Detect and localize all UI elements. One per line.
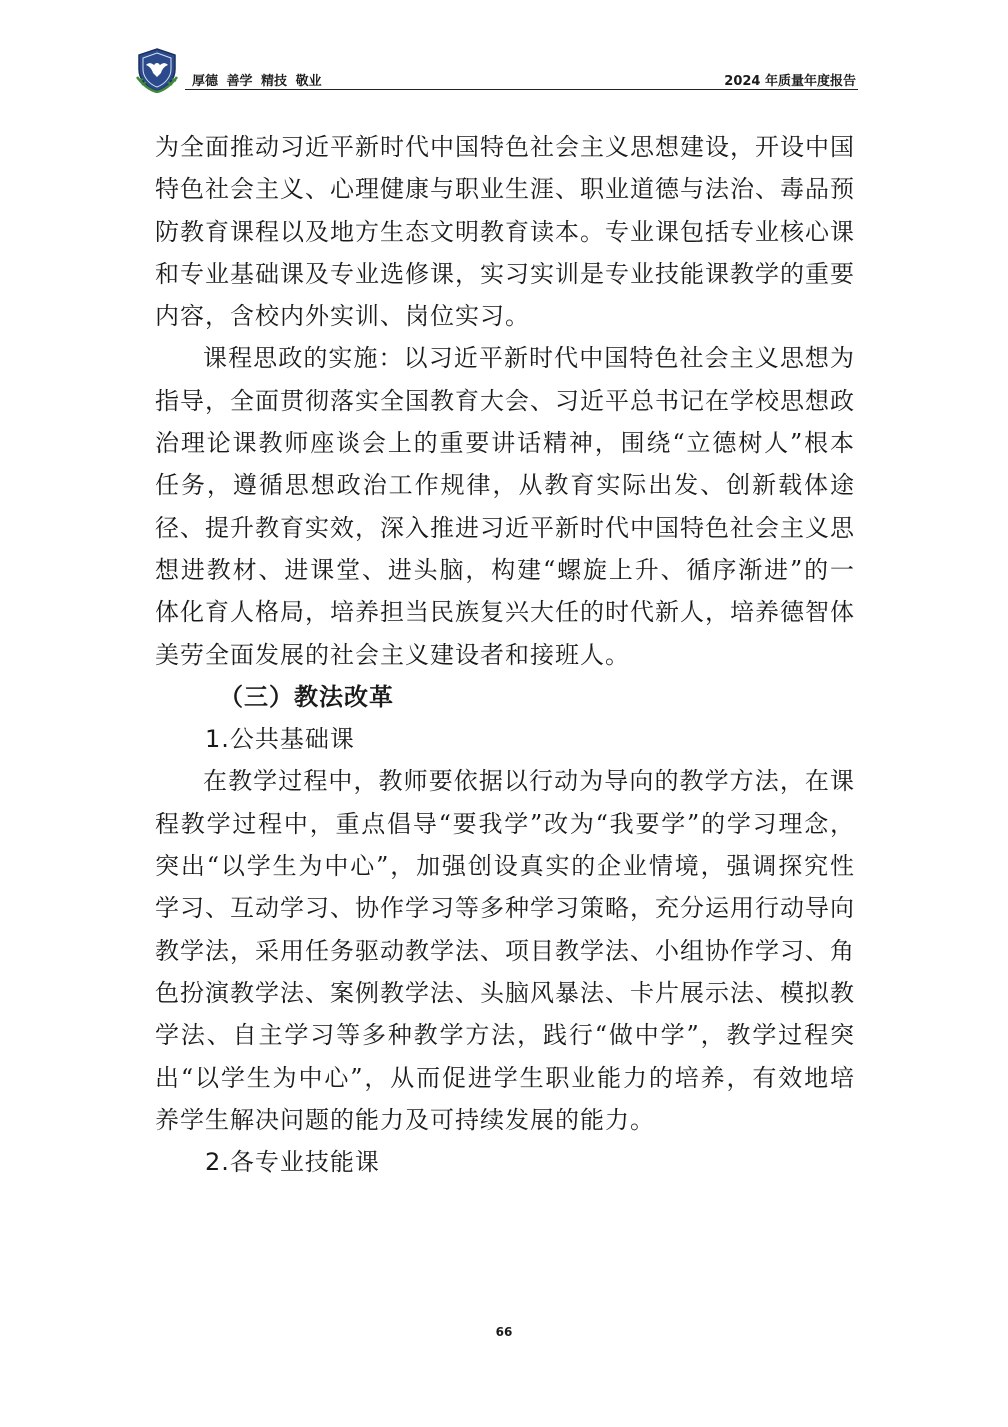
header-rule [185, 89, 858, 90]
page-number: 66 [495, 1325, 513, 1339]
page-body [155, 126, 855, 1183]
body-paragraph-2: 课程思政的实施：以习近平新时代中国特色社会主义思想为指导，全面贯彻落实全国教育大会、习近平总书记在学校思想政治理论课教师座谈会上的重要讲话精神，围绕“立德树人”根本任务，遵循思想政治工作规律，从教育实际出发、创新载体途径、提升教育实效，深入推进习近平新时代中国特色社会主义思想进教材、进课堂、进头脑，构建“螺旋上升、循序渐进”的一体化育人格局，培养担当民族复兴大任的时代新人，培养德智体美劳全面发展的社会主义建设者和接班人。 [155, 344, 855, 669]
subheading-public-courses: 1.公共基础课 [205, 725, 355, 754]
page-header [130, 42, 858, 94]
subheading-skill-courses: 2.各专业技能课 [205, 1148, 380, 1177]
body-paragraph-1: 为全面推动习近平新时代中国特色社会主义思想建设，开设中国特色社会主义、心理健康与职业生涯、职业道德与法治、毒品预防教育课程以及地方生态文明教育读本。专业课包括专业核心课和专业基础课及专业选修课，实习实训是专业技能课教学的重要内容，含校内外实训、岗位实习。 [155, 133, 855, 331]
school-motto: 厚德 善学 精技 敬业 [192, 74, 322, 89]
section-heading: （三）教法改革 [219, 682, 394, 711]
body-paragraph-3: 在教学过程中，教师要依据以行动为导向的教学方法，在课程教学过程中，重点倡导“要我学”改为“我要学”的学习理念，突出“以学生为中心”，加强创设真实的企业情境，强调探究性学习、互动学习、协作学习等多种学习策略，充分运用行动导向教学法，采用任务驱动教学法、项目教学法、小组协作学习、角色扮演教学法、案例教学法、头脑风暴法、卡片展示法、模拟教学法、自主学习等多种教学方法，践行“做中学”，教学过程突出“以学生为中心”，从而促进学生职业能力的培养，有效地培养学生解决问题的能力及可持续发展的能力。 [155, 767, 855, 1134]
school-emblem-icon [135, 47, 179, 93]
report-title: 2024 年质量年度报告 [724, 74, 856, 89]
